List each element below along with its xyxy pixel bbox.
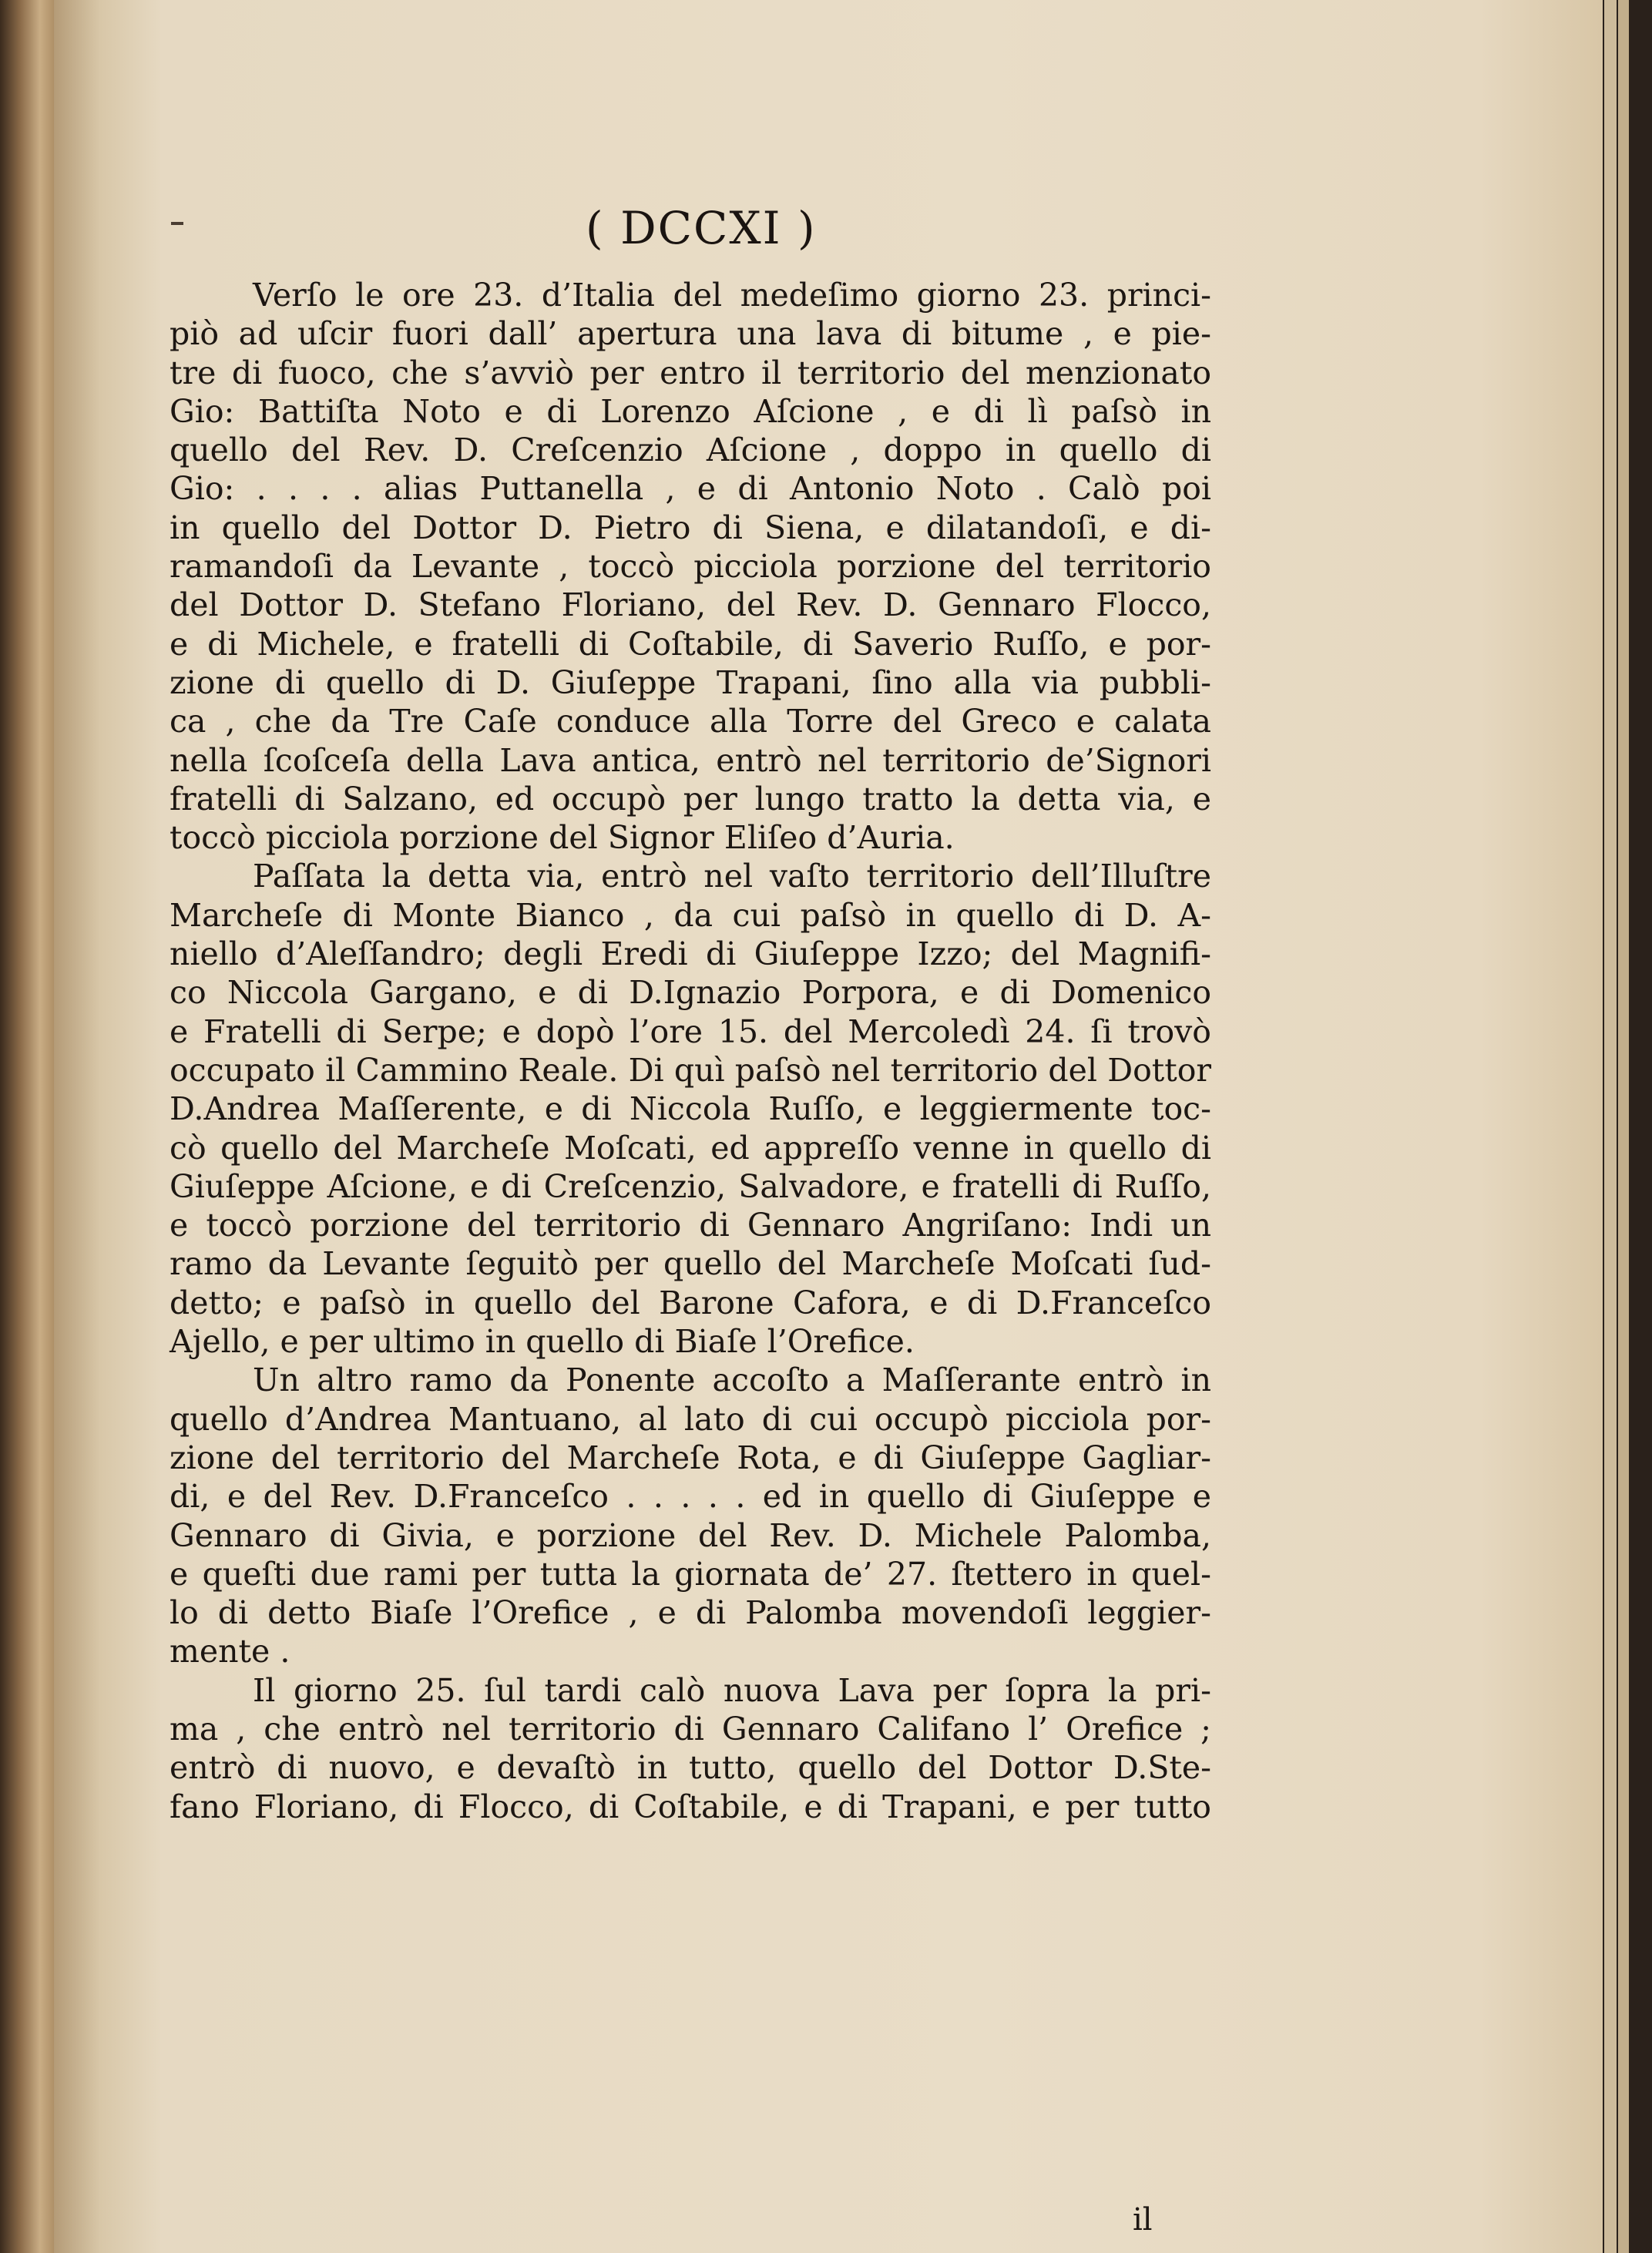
- text-line: mente .: [170, 1633, 290, 1670]
- text-line: ramandoſi da Levante , toccò picciola porzione del territorio: [170, 548, 1211, 586]
- text-line: piò ad uſcir fuori dall’ apertura una lava di bitume , e pie-: [170, 315, 1211, 353]
- text-line: ramo da Levante ſeguitò per quello del Marcheſe Moſcati ſud-: [170, 1245, 1211, 1283]
- text-line: fano Floriano, di Flocco, di Coſtabile, e di Trapani, e per tutto: [170, 1788, 1211, 1825]
- text-line: niello d’Aleſſandro; degli Eredi di Giuſeppe Izzo; del Magnifi-: [170, 935, 1211, 973]
- text-line: Gio: Battiſta Noto e di Lorenzo Aſcione , e di lì paſsò in: [170, 392, 1211, 430]
- adjacent-page-edge: [0, 0, 57, 2253]
- text-line: e queſti due rami per tutta la giornata de’ 27. ſtettero in quel-: [170, 1555, 1211, 1593]
- page-stack-edge: [1604, 0, 1617, 2253]
- text-line: in quello del Dottor D. Pietro di Siena, e dilatandoſi, e di-: [170, 509, 1211, 546]
- text-line: cò quello del Marcheſe Moſcati, ed appreſſo venne in quello di: [170, 1129, 1211, 1167]
- margin-mark: [171, 222, 183, 225]
- text-line: fratelli di Salzano, ed occupò per lungo tratto la detta via, e: [170, 780, 1211, 818]
- text-line: e Fratelli di Serpe; e dopò l’ore 15. del Mercoledì 24. ſi trovò: [170, 1012, 1211, 1050]
- text-line: Ajello, e per ultimo in quello di Biaſe l’Orefice.: [170, 1323, 915, 1361]
- page-number-header: ( DCCXI ): [586, 202, 817, 254]
- text-line: Gio: . . . . alias Puttanella , e di Antonio Noto . Calò poi: [170, 470, 1211, 508]
- text-line: Giuſeppe Aſcione, e di Creſcenzio, Salvadore, e fratelli di Ruſſo,: [170, 1167, 1211, 1205]
- text-line: toccò picciola porzione del Signor Eliſeo d’Auria.: [170, 819, 955, 857]
- text-line: lo di detto Biaſe l’Orefice , e di Palomba movendoſi leggier-: [170, 1594, 1211, 1632]
- text-line: Paſſata la detta via, entrò nel vaſto territorio dell’Illuſtre: [253, 858, 1211, 895]
- text-line: ma , che entrò nel territorio di Gennaro Califano l’ Orefice ;: [170, 1710, 1211, 1748]
- text-line: Il giorno 25. ſul tardi calò nuova Lava per ſopra la pri-: [253, 1671, 1211, 1709]
- text-line: e toccò porzione del territorio di Gennaro Angriſano: Indi un: [170, 1207, 1211, 1244]
- text-line: detto; e paſsò in quello del Barone Cafora, e di D.Franceſco: [170, 1284, 1211, 1321]
- background-strip: [1630, 0, 1652, 2253]
- text-line: occupato il Cammino Reale. Di quì paſsò nel territorio del Dottor: [170, 1051, 1211, 1089]
- text-line: co Niccola Gargano, e di D.Ignazio Porpora, e di Domenico: [170, 974, 1211, 1012]
- text-line: D.Andrea Maſſerente, e di Niccola Ruſſo, e leggiermente toc-: [170, 1090, 1211, 1128]
- text-line: ca , che da Tre Caſe conduce alla Torre del Greco e calata: [170, 703, 1211, 740]
- text-line: di, e del Rev. D.Franceſco . . . . . ed in quello di Giuſeppe e: [170, 1478, 1211, 1516]
- text-line: zione del territorio del Marcheſe Rota, e di Giuſeppe Gagliar-: [170, 1439, 1211, 1476]
- page-stack-edge: [1618, 0, 1629, 2253]
- text-line: entrò di nuovo, e devaſtò in tutto, quello del Dottor D.Ste-: [170, 1749, 1211, 1787]
- text-line: quello del Rev. D. Creſcenzio Aſcione , doppo in quello di: [170, 431, 1211, 469]
- body-text: [170, 276, 1211, 1826]
- text-line: quello d’Andrea Mantuano, al lato di cui occupò picciola por-: [170, 1400, 1211, 1438]
- text-line: Un altro ramo da Ponente accoſto a Maſſerante entrò in: [253, 1362, 1211, 1399]
- text-line: del Dottor D. Stefano Floriano, del Rev. D. Gennaro Flocco,: [170, 586, 1211, 624]
- text-line: nella ſcoſceſa della Lava antica, entrò nel territorio de’Signori: [170, 741, 1211, 779]
- catchword: il: [1133, 2202, 1153, 2238]
- text-line: Marcheſe di Monte Bianco , da cui paſsò in quello di D. A-: [170, 896, 1211, 934]
- text-line: Gennaro di Givia, e porzione del Rev. D. Michele Palomba,: [170, 1516, 1211, 1554]
- text-line: e di Michele, e fratelli di Coſtabile, di Saverio Ruſſo, e por-: [170, 625, 1211, 663]
- text-line: tre di fuoco, che s’avviò per entro il territorio del menzionato: [170, 354, 1211, 391]
- text-line: zione di quello di D. Giuſeppe Trapani, ſino alla via pubbli-: [170, 663, 1211, 701]
- text-line: Verſo le ore 23. d’Italia del medeſimo giorno 23. princi-: [253, 277, 1211, 314]
